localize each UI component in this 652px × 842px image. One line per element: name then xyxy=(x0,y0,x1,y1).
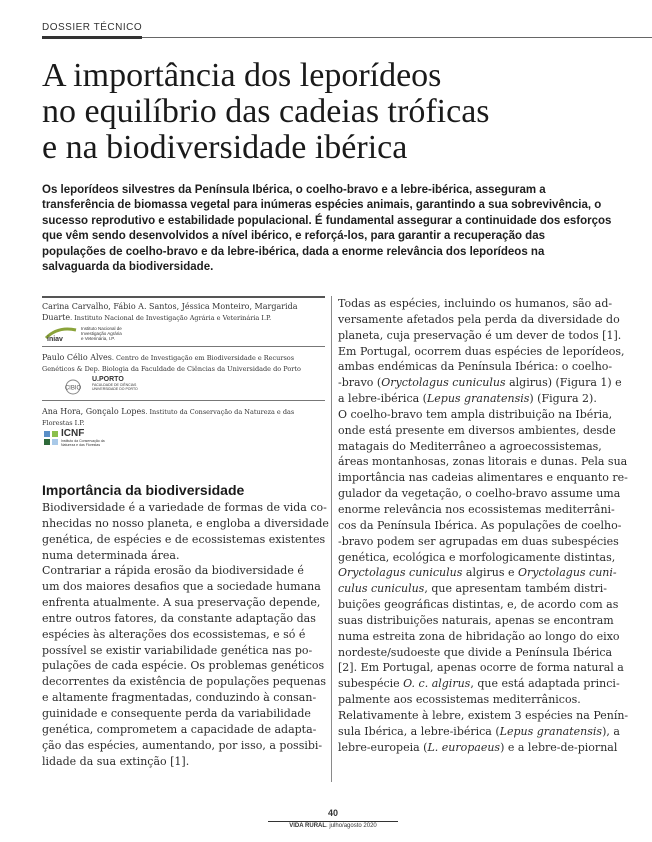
article-title xyxy=(42,58,622,166)
magazine-issue: . julho/agosto 2020 xyxy=(326,823,377,829)
header-rule-thin xyxy=(142,37,652,38)
title-line-2: no equilíbrio das cadeias tróficas xyxy=(42,93,490,130)
text-line: e altamente fragmentadas, conduzindo à consan- xyxy=(42,691,317,705)
author-block-iniav xyxy=(42,301,325,324)
icnf-logo-word: ICNF xyxy=(61,428,85,439)
author-affiliation-1: . Instituto Nacional de Investigação Agrária e Veterinária I.P. xyxy=(70,314,272,322)
text-line: Relativamente à lebre, existem 3 espécies na Penín- xyxy=(338,708,629,722)
magazine-name: VIDA RURAL xyxy=(289,823,327,829)
title-line-1: A importância dos leporídeos xyxy=(42,57,442,94)
text-line: enorme relevância nos ecossistemas mediterrâni- xyxy=(338,502,615,516)
header-rule-thick xyxy=(42,36,142,39)
icnf-logo-caption: Instituto da Conservação da Natureza e das Florestas xyxy=(61,439,105,447)
column-divider xyxy=(331,296,332,782)
authors-top-rule xyxy=(42,296,325,298)
text-line: genética, comprometem a capacidade de adapta- xyxy=(42,722,317,736)
text-line: genética, ecológica e morfologicamente distintas, xyxy=(338,550,616,564)
author-affiliation-2a: . Centro de Investigação em Biodiversidade e Recursos xyxy=(111,354,295,362)
uporto-logo xyxy=(92,376,140,396)
author-affiliation-2b: Genéticos & Dep. Biologia da Faculdade de Ciências da Universidade do Porto xyxy=(42,365,301,373)
section-tag: DOSSIER TÉCNICO xyxy=(42,22,143,33)
text-line: entre outros fatores, da constante adaptação das xyxy=(42,611,316,625)
text-line: pulações de cada espécie. Os problemas genéticos xyxy=(42,659,325,673)
text-line: ambas endémicas da Península Ibérica: o coelho- xyxy=(338,360,613,374)
text-line: palmente aos ecossistemas mediterrânicos. xyxy=(338,693,581,707)
text-line: numa determinada área. xyxy=(42,548,180,562)
text-line: cos da Península Ibérica. As populações de coelho- xyxy=(338,518,622,532)
footer-rule xyxy=(268,821,398,822)
author-names-2: Paulo Célio Alves xyxy=(42,353,112,362)
text-line: nordeste/sudoeste que divide a Península Ibérica xyxy=(338,645,613,659)
text-line: lidade da sua extinção [1]. xyxy=(42,754,190,768)
author-names-1: Carina Carvalho, Fábio A. Santos, Jéssica Monteiro, Margarida xyxy=(42,302,298,311)
text-line: enfrenta atualmente. A sua preservação depende, xyxy=(42,596,321,610)
svg-text:CIBIO: CIBIO xyxy=(64,385,82,392)
text-line: O coelho-bravo tem ampla distribuição na Ibéria, xyxy=(338,407,613,421)
text-line: numa estreita zona de hibridação ao longo do eixo xyxy=(338,629,620,643)
text-line: sula Ibérica, a lebre-ibérica (Lepus granatensis), a xyxy=(338,724,620,738)
author-affiliation-3a: . Instituto da Conservação da Natureza e das xyxy=(145,408,295,416)
section-heading: Importância da biodiversidade xyxy=(42,482,245,498)
text-line: lebre-europeia (L. europaeus) e a lebre-de-piornal xyxy=(338,740,618,754)
text-line: -bravo podem ser agrupadas em duas subespécies xyxy=(338,534,619,548)
text-line: Oryctolagus cuniculus algirus e Oryctolagus cuni- xyxy=(338,566,617,580)
text-line: ção das espécies, aumentando, por isso, a possibi- xyxy=(42,738,323,752)
text-line: possível se existir variabilidade genética nas po- xyxy=(42,643,313,657)
lead-paragraph: Os leporídeos silvestres da Península Ibérica, o coelho-bravo e a lebre-ibérica, asseguram a transferência de biomassa vegetal para inúmeras espécies animais, garantindo a sua sobrevivência, o sucesso reprodutivo e estabilidade populacional. É fundamental assegurar a continuidade dos esforços que vêm sendo desenvolvidos a nível ibérico, e reforçá-los, para garantir a recuperação das populações de coelho-bravo e da lebre-ibérica, dada a enorme relevância dos leporídeos na salvaguarda da biodiversidade. xyxy=(42,184,612,274)
text-line: versamente afetados pela perda da diversidade do xyxy=(338,312,620,326)
text-line: espécies às alterações dos ecossistemas, e só é xyxy=(42,627,306,641)
text-line: a lebre-ibérica (Lepus granatensis) (Figura 2). xyxy=(338,392,597,406)
author-block-cibio xyxy=(42,352,325,375)
cibio-logo-icon xyxy=(60,379,86,395)
text-line: genética, de espécies e de ecossistemas existentes xyxy=(42,532,326,546)
iniav-logo-caption: Instituto Nacional de Investigação Agrária e Veterinária, I.P. xyxy=(81,325,122,341)
icnf-logo xyxy=(44,428,105,448)
iniav-logo xyxy=(44,323,123,343)
text-line: guinidade e consequente perda da variabilidade xyxy=(42,706,311,720)
authors-rule-2 xyxy=(42,400,325,401)
left-column-text xyxy=(42,500,327,769)
authors-rule-1 xyxy=(42,346,325,347)
uporto-logo-word: U.PORTO xyxy=(92,376,124,383)
author-affiliation-3b: Florestas I.P. xyxy=(42,419,85,427)
footer-magazine xyxy=(268,823,398,829)
page-number: 40 xyxy=(327,808,338,818)
title-line-3: e na biodiversidade ibérica xyxy=(42,129,408,166)
text-line: decorrentes da existência de populações pequenas xyxy=(42,675,327,689)
author-names-3: Ana Hora, Gonçalo Lopes xyxy=(42,407,146,416)
text-line: -bravo (Oryctolagus cuniculus algirus) (Figura 1) e xyxy=(338,376,622,390)
text-line: buições geográficas distintas, e, de acordo com as xyxy=(338,598,619,612)
text-line: suas distribuições naturais, apenas se encontram xyxy=(338,613,614,627)
text-line: Todas as espécies, incluindo os humanos, são ad- xyxy=(338,297,613,310)
text-line: [2]. Em Portugal, apenas ocorre de forma natural a xyxy=(338,661,624,675)
text-line: subespécie O. c. algirus, que está adaptada princi- xyxy=(338,677,620,691)
iniav-logo-icon xyxy=(44,324,78,342)
text-line: culus cuniculus, que apresentam também distri- xyxy=(338,582,607,596)
svg-text:iniav: iniav xyxy=(47,336,63,342)
text-line: gulador da vegetação, o coelho-bravo assume uma xyxy=(338,487,621,501)
text-line: Em Portugal, ocorrem duas espécies de leporídeos, xyxy=(338,344,625,358)
right-column-text xyxy=(338,296,629,755)
text-line: planeta, cuja preservação é um dever de todos [1]. xyxy=(338,328,622,342)
uporto-logo-caption: FACULDADE DE CIÊNCIAS UNIVERSIDADE DO PORTO xyxy=(92,383,138,391)
text-line: importância nas cadeias alimentares e enquanto re- xyxy=(338,471,628,485)
text-line: Contrariar a rápida erosão da biodiversidade é xyxy=(42,564,304,578)
text-line: Biodiversidade é a variedade de formas de vida co- xyxy=(42,501,327,514)
text-line: matagais do Mediterrâneo a agroecossistemas, xyxy=(338,439,602,453)
text-line: onde está presente em diversos ambientes, desde xyxy=(338,423,616,437)
author-block-icnf xyxy=(42,406,325,429)
text-line: um dos maiores desafios que a sociedade humana xyxy=(42,580,321,594)
icnf-logo-icon xyxy=(44,431,58,445)
text-line: áreas montanhosas, zonas litorais e dunas. Pela sua xyxy=(338,455,628,469)
author-name-tail-1: Duarte xyxy=(42,313,71,322)
text-line: nhecidas no nosso planeta, e engloba a diversidade xyxy=(42,516,329,530)
cibio-logo xyxy=(60,377,86,397)
